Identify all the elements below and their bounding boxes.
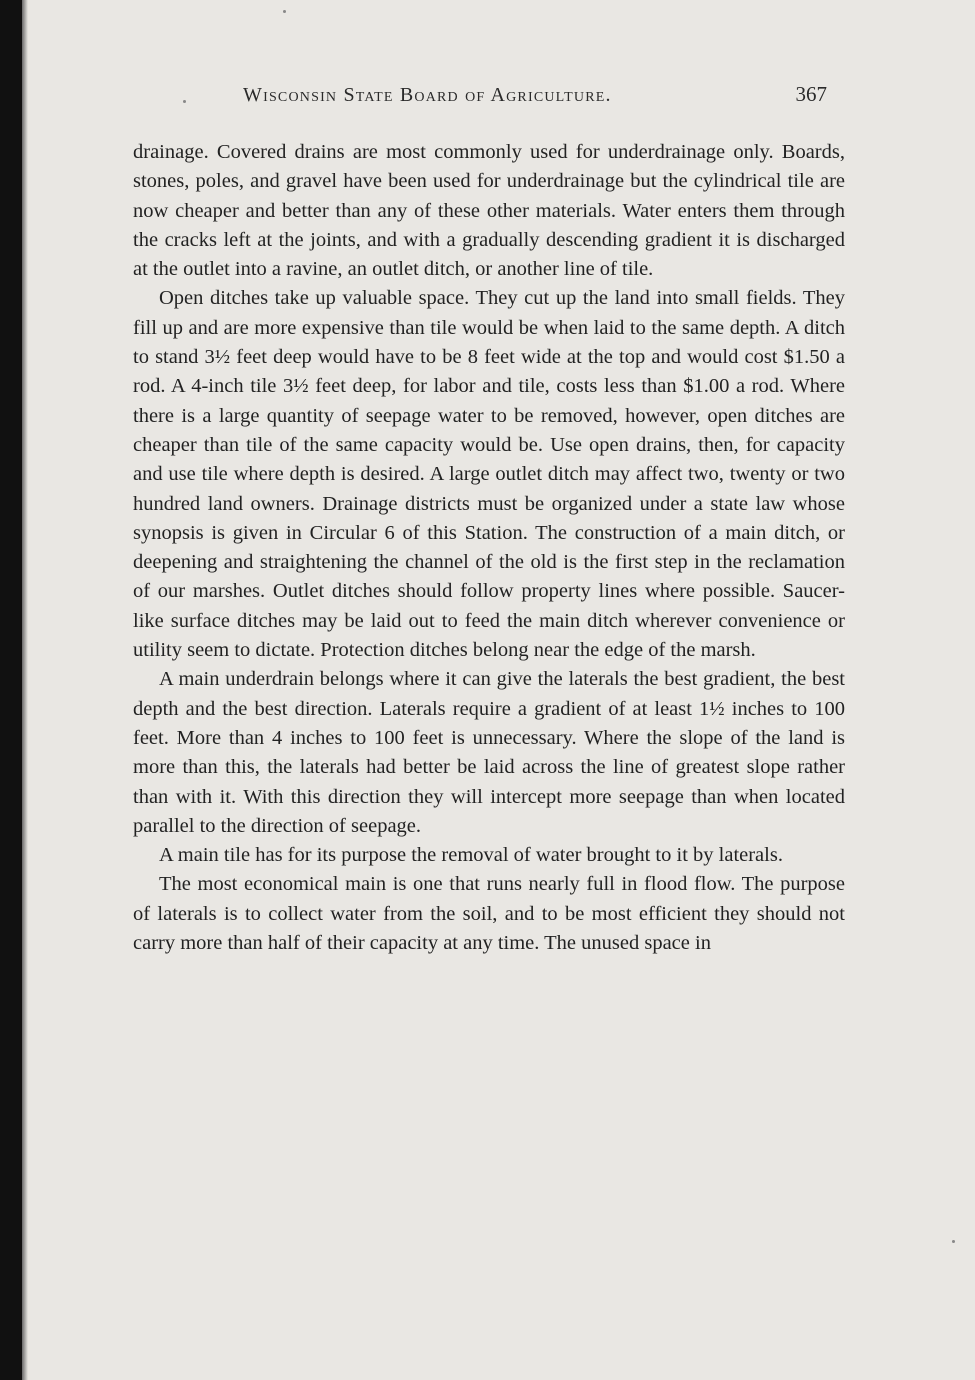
spine-edge-gradient xyxy=(22,0,28,1380)
page-header xyxy=(133,80,845,114)
paragraph: The most economical main is one that runs nearly full in flood flow. The purpose of laterals is to collect water from the soil, and to be most efficient they should not carry more than half of their capacity at any time. The unused space in xyxy=(133,873,845,955)
paragraph: Open ditches take up valuable space. They cut up the land into small fields. They fill up and are more expensive than tile would be when laid to the same depth. A ditch to stand 3½ feet deep would have to be 8 feet wide at the top and would cost $1.50 a rod. A 4-inch tile 3½ feet deep, for labor and tile, costs less than $1.00 a rod. Where there is a large quantity of seepage water to be removed, however, open ditches are cheaper than tile of the same capacity would be. Use open drains, then, for capacity and use tile where depth is desired. A large outlet ditch may affect two, twenty or two hundred land owners. Drainage districts must be organized under a state law whose synopsis is given in Circular 6 of this Station. The construction of a main ditch, or deepening and straightening the channel of the old is the first step in the reclamation of our marshes. Outlet ditches should follow property lines where possible. Saucer-like surface ditches may be laid out to feed the main ditch wherever convenience or utility seem to dictate. Protection ditches belong near the edge of the marsh. xyxy=(133,287,845,662)
book-page xyxy=(133,80,845,958)
paragraph: A main underdrain belongs where it can give the laterals the best gradient, the best depth and the best direction. Laterals require a gradient of at least 1½ inches to 100 feet. More than 4 inches to 100 feet is unnecessary. Where the slope of the land is more than this, the laterals had better be laid across the line of greatest slope rather than with it. With this direction they will intercept more seepage than when located parallel to the direction of seepage. xyxy=(133,668,845,837)
page-number: 367 xyxy=(795,82,827,106)
paragraph: A main tile has for its purpose the removal of water brought to it by laterals. xyxy=(159,844,783,867)
running-head: Wisconsin State Board of Agriculture. xyxy=(243,84,612,106)
paragraph: drainage. Covered drains are most commonly used for underdrainage only. Boards, stones, poles, and gravel have been used for underdrainage but the cylindrical tile are now cheaper and better than any of these other materials. Water enters them through the cracks left at the joints, and with a gradually descending gradient it is discharged at the outlet into a ravine, an outlet ditch, or another line of tile. xyxy=(133,141,845,281)
body-text xyxy=(133,138,845,958)
paper-speck xyxy=(952,1240,955,1243)
paper-speck xyxy=(283,10,286,13)
book-spine-shadow xyxy=(0,0,22,1380)
